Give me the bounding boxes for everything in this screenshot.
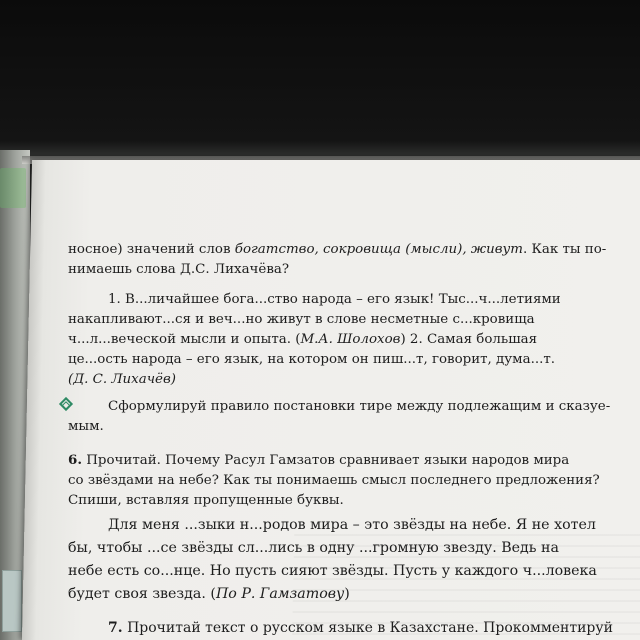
exercise-6-text (68, 514, 624, 606)
intro-paragraph (68, 240, 624, 280)
rule-task (68, 397, 624, 437)
exercise-6-line1: Прочитай. Почему Расул Гамзатов сравнивает языки народов мира (81, 453, 570, 468)
rule-task-line2: мым. (68, 419, 104, 434)
quote-paragraph (68, 290, 624, 390)
quote-author-likhachev: (Д. С. Лихачёв) (68, 372, 176, 387)
intro-line2: нимаешь слова Д.С. Лихачёва? (68, 262, 290, 277)
quote-author-sholokhov: М.А. Шолохов (300, 332, 401, 347)
exercise-7-instructions (68, 618, 624, 638)
exercise-6-text-line4-c: ) (344, 586, 350, 602)
quote-line2: накапливают...ся и веч...но живут в слове несметные с...кровища (68, 312, 535, 327)
exercise-6-text-line4-a: будет своя звезда. ( (68, 586, 216, 602)
exercise-6-source: По Р. Гамзатову (215, 586, 345, 602)
quote-line1: 1. В...личайшее бога...ство народа – его язык! Тыс...ч...летиями (108, 292, 561, 307)
intro-line1-italic: богатство, сокровища (мысли), живут (234, 242, 523, 257)
quote-line4: це...ость народа – его язык, на котором он пиш...т, говорит, дума...т. (68, 352, 556, 367)
exercise-6-line3: Спиши, вставляя пропущенные буквы. (68, 493, 344, 508)
exercise-7-line1: Прочитай текст о русском языке в Казахстане. Прокомментируй (122, 620, 613, 636)
spine-bookmark-tab (2, 570, 22, 632)
exercise-6-line2: со звёздами на небе? Как ты понимаешь смысл последнего предложения? (68, 473, 600, 488)
quote-line3-c: ) 2. Самая большая (400, 332, 538, 347)
intro-line1-a: носное) значений слов (68, 242, 235, 257)
rule-task-line1: Сформулируй правило постановки тире между подлежащим и сказуе- (108, 399, 611, 414)
exercise-6-number: 6. (68, 452, 82, 468)
intro-line1-c: . Как ты по- (523, 242, 607, 257)
spine-green-strip (0, 168, 26, 208)
quote-line3-a: ч...л...веческой мысли и опыта. ( (68, 332, 301, 347)
exercise-6-text-line2: бы, чтобы ...се звёзды сл...лись в одну ...громную звезду. Ведь на (68, 540, 559, 556)
exercise-6-text-line3: небе есть со...нце. Но пусть сияют звёзды. Пусть у каждого ч...ловека (68, 563, 597, 579)
exercise-6-text-line1: Для меня ...зыки н...родов мира – это звёзды на небе. Я не хотел (108, 517, 596, 533)
exercise-7-number: 7. (108, 620, 123, 636)
exercise-6-instructions (68, 450, 624, 511)
